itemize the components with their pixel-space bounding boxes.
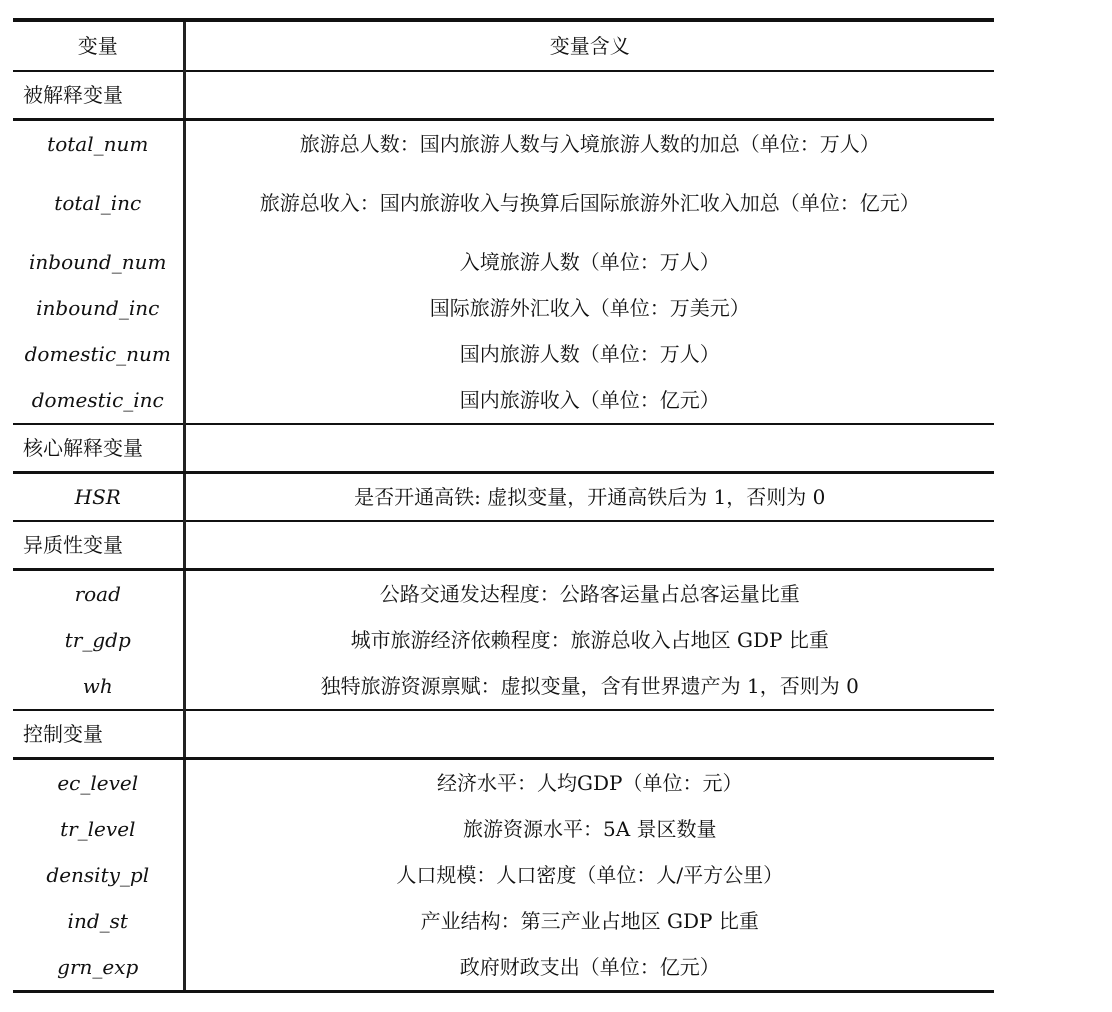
table-row: [13, 120, 994, 168]
section-title: 控制变量: [13, 710, 184, 759]
table-row: [13, 167, 994, 239]
section-row-control: [13, 710, 994, 759]
variable-meaning: 政府财政支出（单位：亿元）: [184, 944, 994, 992]
variable-meaning: 公路交通发达程度：公路客运量占总客运量比重: [379, 582, 800, 606]
variable-name: inbound_inc: [13, 285, 184, 331]
variable-meaning: 是否开通高铁: 虚拟变量，开通高铁后为 1，否则为 0: [354, 485, 826, 509]
variable-name: wh: [13, 663, 184, 710]
section-row-heterogeneity: [13, 521, 994, 570]
table-row: [13, 663, 994, 710]
variable-meaning: 国际旅游外汇收入（单位：万美元）: [429, 296, 750, 320]
variable-name: ind_st: [13, 898, 184, 944]
section-title: 异质性变量: [13, 521, 184, 570]
variable-meaning: 旅游总人数：国内旅游人数与入境旅游人数的加总（单位：万人）: [299, 132, 880, 156]
variable-meaning: 经济水平：人均GDP（单位：元）: [437, 771, 743, 795]
variable-name: domestic_num: [13, 331, 184, 377]
table-row: [13, 617, 994, 663]
section-title: 核心解释变量: [13, 424, 184, 473]
variable-meaning: 旅游总收入：国内旅游收入与换算后国际旅游外汇收入加总（单位：亿元）: [259, 190, 920, 215]
section-title: 被解释变量: [13, 71, 184, 120]
variable-meaning: 城市旅游经济依赖程度：旅游总收入占地区 GDP 比重: [350, 628, 829, 652]
variable-name: ec_level: [13, 759, 184, 807]
variable-name: total_inc: [13, 167, 184, 239]
table-row: [13, 898, 994, 944]
variable-name: tr_gdp: [13, 617, 184, 663]
variable-meaning: 人口规模：人口密度（单位：人/平方公里）: [396, 863, 784, 887]
table-row: [13, 285, 994, 331]
variable-definition-table: [13, 18, 994, 1002]
section-row-dependent: [13, 71, 994, 120]
variable-name: grn_exp: [13, 944, 184, 992]
table-row: [13, 570, 994, 618]
variable-meaning: 独特旅游资源禀赋：虚拟变量，含有世界遗产为 1，否则为 0: [320, 674, 859, 698]
header-variable: 变量: [13, 20, 184, 71]
table: [13, 18, 994, 993]
table-row: [13, 759, 994, 807]
table-row: [13, 473, 994, 522]
table-row: [13, 377, 994, 424]
variable-name: total_num: [13, 120, 184, 168]
section-row-core: [13, 424, 994, 473]
table-row: [13, 944, 994, 992]
table-row: [13, 806, 994, 852]
variable-name: HSR: [13, 473, 184, 522]
variable-name: road: [13, 570, 184, 618]
header-meaning: 变量含义: [184, 20, 994, 71]
table-row: [13, 331, 994, 377]
variable-meaning: 产业结构：第三产业占地区 GDP 比重: [420, 909, 759, 933]
variable-name: tr_level: [13, 806, 184, 852]
table-header-row: [13, 20, 994, 71]
table-row: [13, 239, 994, 285]
variable-name: density_pl: [13, 852, 184, 898]
variable-name: inbound_num: [13, 239, 184, 285]
variable-meaning: 国内旅游人数（单位：万人）: [459, 342, 720, 366]
variable-meaning: 国内旅游收入（单位：亿元）: [459, 388, 720, 412]
variable-meaning: 旅游资源水平：5A 景区数量: [462, 817, 717, 841]
table-row: [13, 852, 994, 898]
variable-name: domestic_inc: [13, 377, 184, 424]
variable-meaning: 入境旅游人数（单位：万人）: [459, 250, 720, 274]
